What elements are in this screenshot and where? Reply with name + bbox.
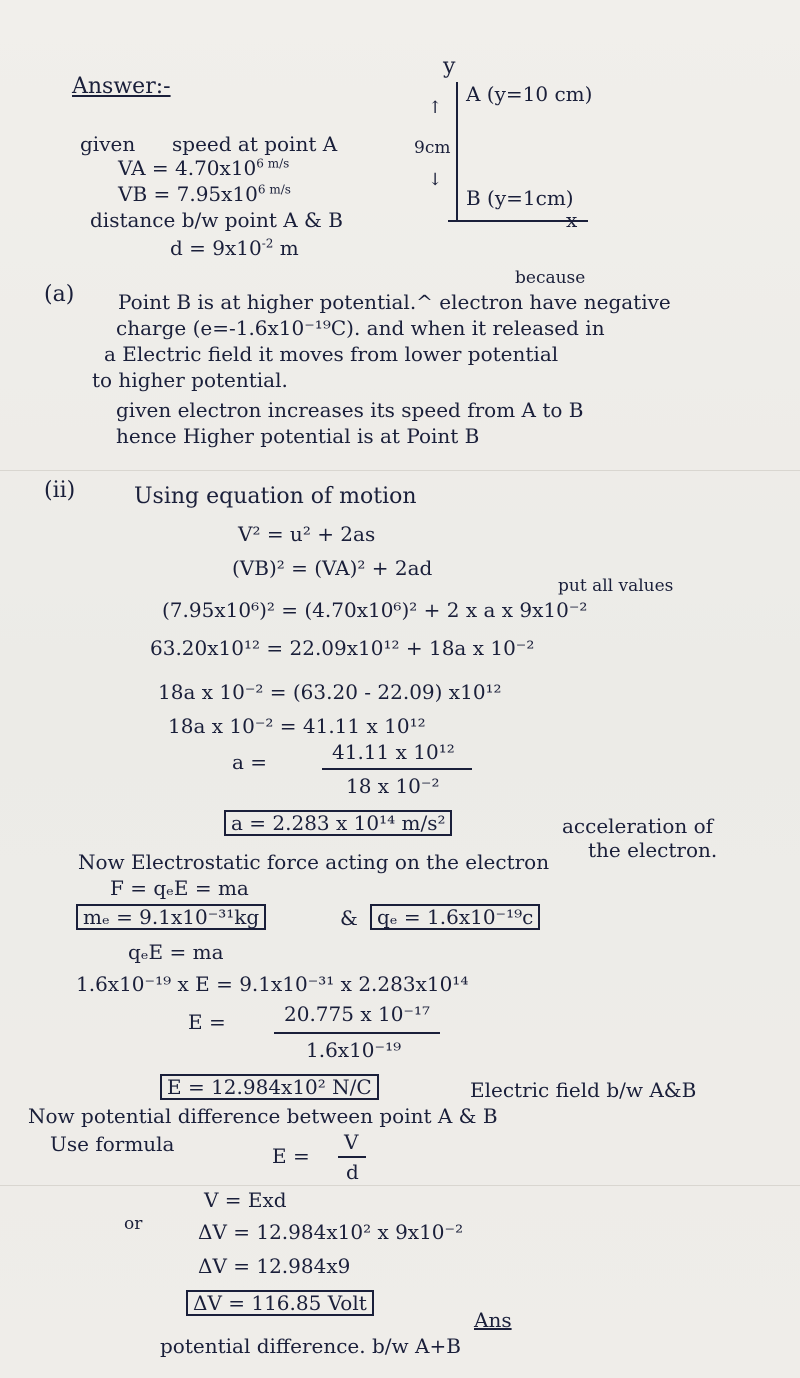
fraction-bar — [338, 1156, 366, 1158]
equation-line: 18a x 10⁻² = (63.20 - 22.09) x10¹² — [158, 680, 502, 704]
fraction-denominator: d — [346, 1160, 359, 1184]
or-word: or — [124, 1214, 143, 1234]
equation-line: 1.6x10⁻¹⁹ x E = 9.1x10⁻³¹ x 2.283x10¹⁴ — [76, 972, 469, 996]
formula-label: Use formula — [50, 1132, 175, 1156]
paper-fold — [0, 470, 800, 471]
x-axis-label: x — [566, 208, 578, 232]
answer-heading: Answer:- — [72, 74, 171, 99]
part-b-label: (ii) — [44, 478, 76, 503]
d-value: $d = 9x10^{-2}$ m — [170, 236, 299, 260]
part-a-line: hence Higher potential is at Point B — [116, 424, 480, 448]
equation-line: V = Exd — [204, 1188, 287, 1212]
distance-label: distance b/w point A & B — [90, 208, 343, 232]
point-b-label: B (y=1cm) — [466, 186, 574, 210]
field-result: E = 12.984x10² N/C — [160, 1074, 379, 1100]
y-axis-label: y — [443, 54, 456, 79]
potential-result: ΔV = 116.85 Volt — [186, 1290, 374, 1316]
formula: E = — [272, 1144, 310, 1168]
potential-intro: Now potential difference between point A & B — [28, 1104, 498, 1128]
gap-label: 9cm — [414, 138, 451, 158]
arrow-down-icon: ↓ — [428, 170, 443, 190]
fraction-bar — [322, 768, 472, 770]
equation-line: a = — [232, 750, 268, 774]
equation-line: (VB)² = (VA)² + 2ad — [232, 556, 433, 580]
electron-mass: mₑ = 9.1x10⁻³¹kg — [76, 904, 266, 930]
given-label: given — [80, 132, 136, 156]
side-note: put all values — [558, 576, 674, 596]
part-a-line: to higher potential. — [92, 368, 288, 392]
arrow-up-icon: ↑ — [428, 98, 443, 118]
field-note: Electric field b/w A&B — [470, 1078, 697, 1102]
result-note: potential difference. b/w A+B — [160, 1334, 461, 1358]
fraction-denominator: 18 x 10⁻² — [346, 774, 440, 798]
y-axis-line — [456, 82, 458, 222]
force-equation: F = qₑE = ma — [110, 876, 249, 900]
part-a-line: a Electric field it moves from lower potential — [104, 342, 559, 366]
ampersand: & — [340, 906, 358, 930]
acceleration-note: the electron. — [588, 838, 718, 862]
part-a-label: (a) — [44, 282, 75, 307]
equation-line: ΔV = 12.984x10² x 9x10⁻² — [198, 1220, 464, 1244]
ans-label: Ans — [474, 1308, 512, 1332]
fraction-bar — [274, 1032, 440, 1034]
equation-line: 63.20x10¹² = 22.09x10¹² + 18a x 10⁻² — [150, 636, 535, 660]
equation-line: (7.95x10⁶)² = (4.70x10⁶)² + 2 x a x 9x10⁻² — [162, 598, 588, 622]
part-a-line: given electron increases its speed from A to B — [116, 398, 584, 422]
fraction-numerator: V — [344, 1130, 359, 1154]
equation-line: E = — [188, 1010, 226, 1034]
paper-fold — [0, 1185, 800, 1186]
acceleration-note: acceleration of — [562, 814, 714, 838]
fraction-numerator: 20.775 x 10⁻¹⁷ — [284, 1002, 431, 1026]
equation-line: 18a x 10⁻² = 41.11 x 10¹² — [168, 714, 426, 738]
equation-line: ΔV = 12.984x9 — [198, 1254, 351, 1278]
electron-charge: qₑ = 1.6x10⁻¹⁹c — [370, 904, 540, 930]
speed-label: speed at point A — [172, 132, 338, 156]
force-intro: Now Electrostatic force acting on the electron — [78, 850, 550, 874]
equation-line: V² = u² + 2as — [238, 522, 376, 546]
fraction-numerator: 41.11 x 10¹² — [332, 740, 455, 764]
fraction-denominator: 1.6x10⁻¹⁹ — [306, 1038, 402, 1062]
part-b-title: Using equation of motion — [134, 484, 417, 509]
vb-value: VB = $7.95x10^{6 m/s}$ — [118, 182, 291, 206]
insert-word: because — [515, 268, 586, 288]
part-a-line: Point B is at higher potential.^ electron have negative — [118, 290, 671, 314]
point-a-label: A (y=10 cm) — [466, 82, 593, 106]
acceleration-result: a = 2.283 x 10¹⁴ m/s² — [224, 810, 452, 836]
equation-line: qₑE = ma — [128, 940, 224, 964]
part-a-line: charge (e=-1.6x10⁻¹⁹C). and when it released in — [116, 316, 605, 340]
va-value: VA = $4.70x10^{6 m/s}$ — [118, 156, 290, 180]
